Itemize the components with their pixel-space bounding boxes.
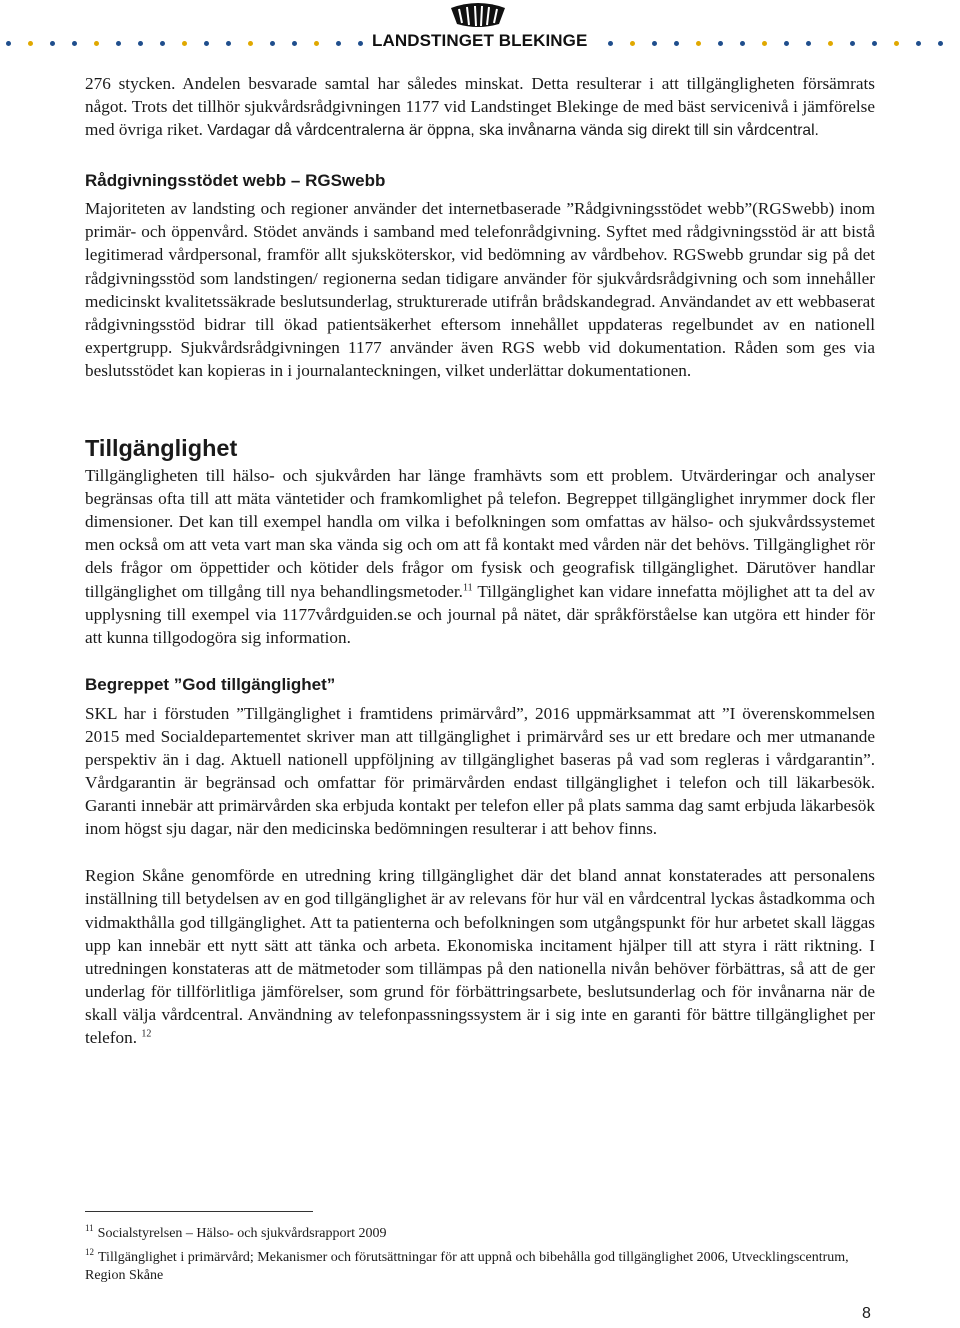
rgswebb-paragraph: Majoriteten av landsting och regioner använder det internetbaserade ”Rådgivningsstödet webb”(RGSwebb) inom primär- och öppenvård. Stödet används i samband med telefonrådgivning. Syftet med rådgivningsstöd är att bistå legitimerad vårdpersonal, framför allt sjuksköterskor, vid bedömning av vårdbehov. RGSwebb grundar sig på det rådgivningsstöd som landstingen/ regionerna sedan tidigare använder för sjukvårdsrådgivning och som innehåller medicinskt kvalitetssäkrade beslutsunderlag, strukturerade utifrån brådskandegrad. Användandet av ett webbaserat rådgivningsstöd bidrar till ökad patientsäkerhet eftersom innehållet uppdateras regelbundet av en nationell expertgrupp. Sjukvårdsrådgivningen 1177 använder även RGS webb vid dokumentation. Råden som ges via beslutsstödet kan kopieras in i journalanteckningen, vilket underlättar dokumentationen. — [85, 199, 875, 380]
skl-paragraph: SKL har i förstuden ”Tillgänglighet i framtidens primärvård”, 2016 uppmärksammat att ”I överenskommelsen 2015 med Socialdepartementet skriver man att tillgänglighet i primärvård ses ur ett bredare och mer utmanande perspektiv än i dag. Aktuell nationell uppföljning av tillgänglighet baseras på vad som regleras i vårdgarantin”. Vårdgarantin är begränsad och omfattar för primärvården endast tillgänglighet i telefon och till läkarbesök. Garanti innebär att primärvården ska erbjuda kontakt per telefon eller på plats samma dag samt erbjuda läkarbesök inom högst sju dagar, när den medicinska bedömningen resulterar i att behov finns. — [85, 703, 875, 839]
footnote-text: Socialstyrelsen – Hälso- och sjukvårdsrapport 2009 — [97, 1226, 387, 1241]
footnotes-section — [85, 1211, 885, 1285]
document-body — [85, 72, 875, 1049]
heading-begreppet: Begreppet ”God tillgänglighet” — [85, 674, 336, 694]
region-skane-text: Region Skåne genomförde en utredning kring tillgänglighet där det bland annat konstaterades att personalens inställning till betydelsen av en god tillgänglighet är av relevans för hur väl en vårdcentral lyckas åstadkomma och vidmakthålla god tillgänglighet. Att ta patienterna och befolkningen som utgångspunkt för hur arbetet skall läggas upp kan innebär ett nytt sätt att tänka och arbeta. Ekonomiska incitament hjälper till att styra i rätt riktning. I utredningen konstateras att de mätmetoder som tillämpas på den nationella nivån behöver förbättras, så att de ger underlag för tillförlitliga jämförelser, som grund för förbättringsarbete, beslutsunderlag och för invånarna när de skall välja vårdcentral. Användning av telefonpassningssystem är i sig inte en garanti för bättre tillgänglighet per telefon. — [85, 866, 875, 1047]
footnote-ref-12[interactable]: 12 — [141, 1028, 152, 1040]
decorative-dot-row-right — [590, 41, 960, 47]
intro-paragraph — [85, 72, 875, 142]
region-skane-paragraph — [85, 864, 875, 1049]
footnote-text: Tillgänglighet i primärvård; Mekanismer och förutsättningar för att uppnå och bibehålla god tillgänglighet 2006, Utvecklingscentrum, Region Skåne — [85, 1250, 849, 1283]
intro-paragraph-sans: Vardagar då vårdcentralerna är öppna, ska invånarna vända sig direkt till sin vårdcentral. — [207, 122, 819, 140]
footnote-divider — [85, 1211, 313, 1212]
heading-rgswebb: Rådgivningsstödet webb – RGSwebb — [85, 171, 386, 191]
footnote-number: 11 — [85, 1223, 94, 1234]
ship-hull-icon — [449, 0, 507, 30]
landstinget-blekinge-logo — [372, 0, 588, 55]
page-header — [0, 0, 960, 60]
footnote-number: 12 — [85, 1247, 94, 1258]
tillganglighet-text-part1: Tillgängligheten till hälso- och sjukvården har länge framhävts som ett problem. Utvärderingar och analyser begränsas ofta till att mäta väntetider och framkomlighet på telefon. Begreppet tillgänglighet inrymmer dock fler dimensioner. Det kan till exempel handla om vilka i befolkningen som omfattas av hälso- och sjukvårdssystemet men också om att veta vart man ska vända sig och om att få kontakt med vården när det behövs. Tillgänglighet rör dels frågor om öppettider och kötider dels frågor om fysisk och geografisk tillgänglighet. Därutöver handlar tillgänglighet om tillgång till nya behandlingsmetoder. — [85, 466, 875, 601]
tillganglighet-paragraph — [85, 464, 875, 649]
intro-paragraph-serif: 276 stycken. Andelen besvarade samtal har således minskat. Detta resulterar i att tillgängligheten försämrats något. Trots det tillhör sjukvårdsrådgivningen 1177 vid Landstinget Blekinge de med bäst servicenivå i jämförelse med övriga riket. — [85, 74, 875, 140]
tillganglighet-text-part2: Tillgänglighet kan vidare innefatta möjlighet att ta del av upplysning till exempel via 1177vårdguiden.se och journal på nätet, där språkförståelse kan utgöra ett hinder för att kunna tillgodogöra sig information. — [85, 581, 875, 647]
decorative-dot-row-left — [0, 41, 372, 47]
footnote-ref-11[interactable]: 11 — [462, 581, 473, 593]
heading-tillganglighet: Tillgänglighet — [85, 435, 238, 462]
footnote-11 — [85, 1225, 885, 1243]
page-number: 8 — [862, 1305, 871, 1322]
footnote-12 — [85, 1249, 885, 1285]
organization-name: LANDSTINGET BLEKINGE — [372, 31, 588, 50]
